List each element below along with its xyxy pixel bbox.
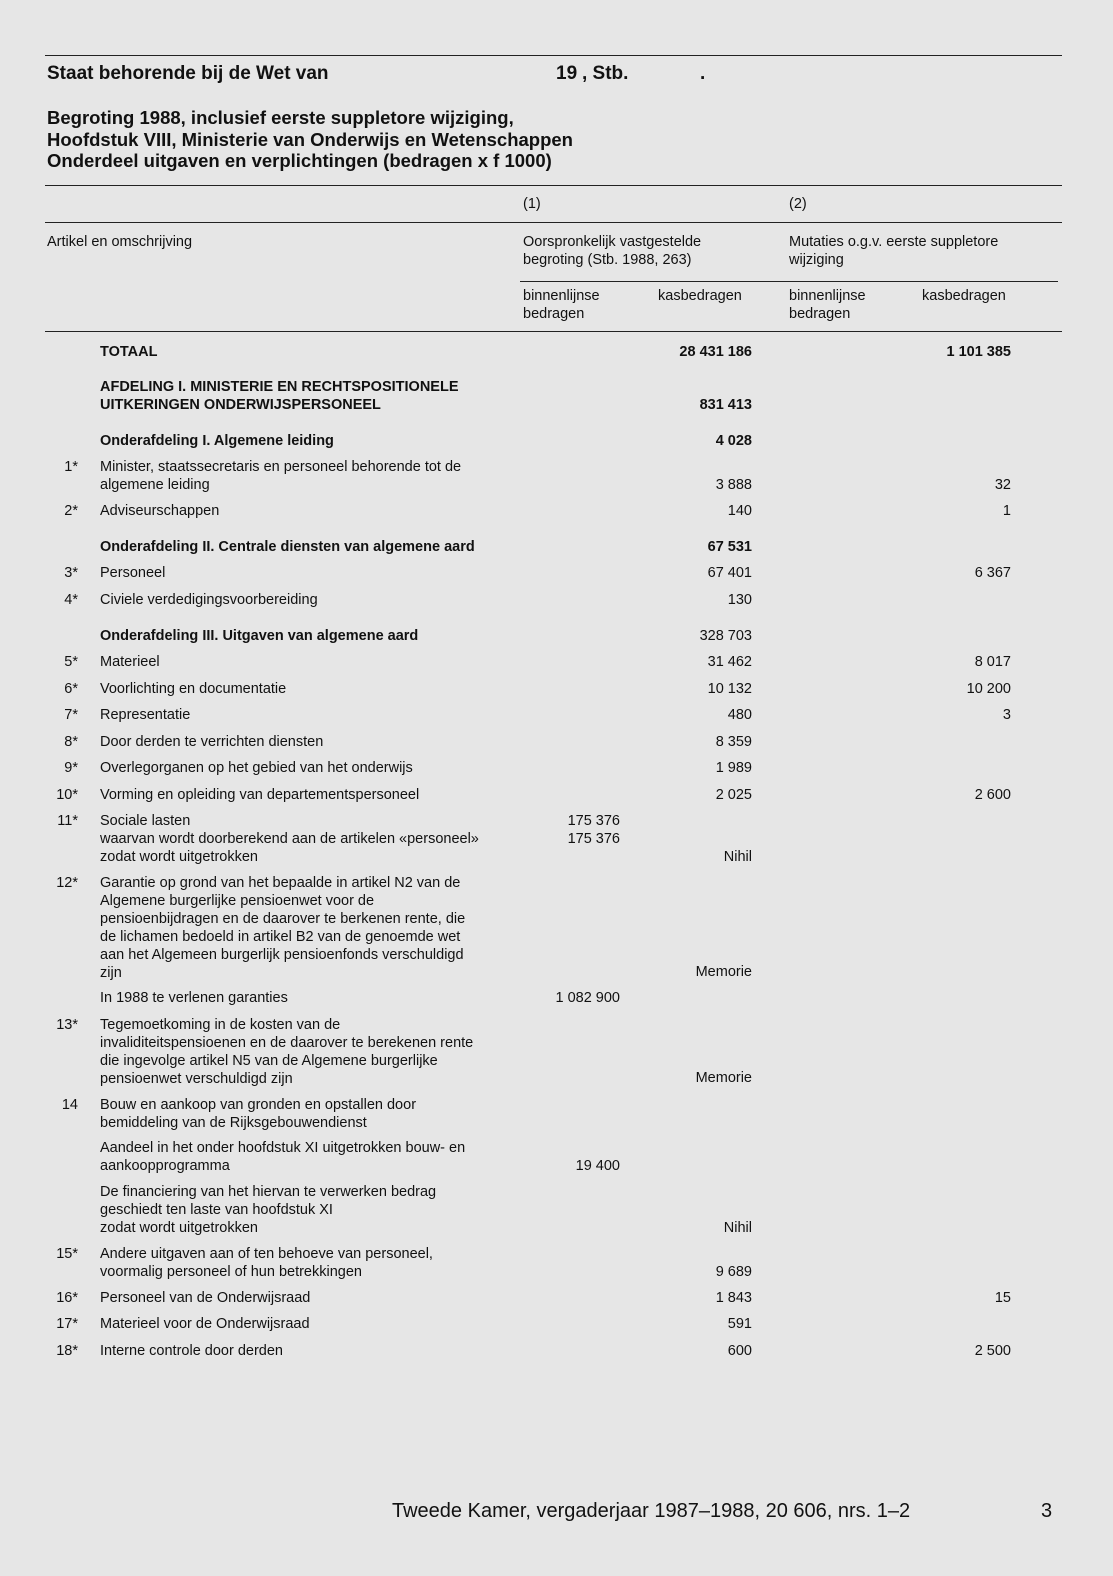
col2-kasbedragen-header: kasbedragen xyxy=(922,288,1006,304)
article-description: AFDELING I. MINISTERIE EN RECHTSPOSITIONELE UITKERINGEN ONDERWIJSPERSONEEL xyxy=(100,379,459,413)
col1-kasbedragen-value: Nihil xyxy=(723,1220,752,1236)
article-description: Civiele verdedigingsvoorbereiding xyxy=(100,592,318,608)
col2-kasbedragen-value: 2 600 xyxy=(974,787,1011,803)
article-number: 12* xyxy=(56,875,78,891)
col1-kasbedragen-value: 4 028 xyxy=(715,433,752,449)
rule-col-titles xyxy=(520,281,1058,282)
article-number: 4* xyxy=(64,592,78,608)
col1-kasbedragen-value: Memorie xyxy=(695,1070,752,1086)
article-number: 8* xyxy=(64,734,78,750)
article-description: Minister, staatssecretaris en personeel behorende tot de algemene leiding xyxy=(100,459,462,493)
col1-kasbedragen-value: 591 xyxy=(727,1316,752,1332)
col1-binnenlijnse-value: 1 082 900 xyxy=(555,990,620,1006)
rule-after-title xyxy=(45,185,1062,186)
article-number: 5* xyxy=(64,654,78,670)
col1-kasbedragen-value: 831 413 xyxy=(699,397,752,413)
article-description: Andere uitgaven aan of ten behoeve van personeel, voormalig personeel of hun betrekkingen xyxy=(100,1246,433,1280)
title-line-3: Onderdeel uitgaven en verplichtingen (bedragen x f 1000) xyxy=(47,150,552,171)
col1-kasbedragen-value: 67 531 xyxy=(707,539,752,555)
article-number: 11* xyxy=(57,813,78,829)
col1-kasbedragen-value: 28 431 186 xyxy=(679,344,752,360)
col2-kasbedragen-value: 32 xyxy=(994,477,1011,493)
article-column-label: Artikel en omschrijving xyxy=(47,234,193,250)
title-line-1: Begroting 1988, inclusief eerste suppletore wijziging, xyxy=(47,107,514,128)
col2-kasbedragen-value: 10 200 xyxy=(966,681,1011,697)
article-description: Onderafdeling III. Uitgaven van algemene aard xyxy=(100,628,419,644)
article-description: De financiering van het hiervan te verwerken bedrag geschiedt ten laste van hoofdstuk XI zodat wordt uitgetrokken xyxy=(100,1184,437,1236)
column-2-title: Mutaties o.g.v. eerste suppletore wijziging xyxy=(789,234,999,268)
article-description: Garantie op grond van het bepaalde in artikel N2 van de Algemene burgerlijke pensioenwet voor de pensioenbijdragen en de daarover te berkenen rente, die de lichamen bedoeld in artikel B2 van de genoemde wet aan het Algemeen burgerlijk pensioenfonds verschuldigd zijn xyxy=(100,875,466,981)
column-1-title: Oorspronkelijk vastgestelde begroting (Stb. 1988, 263) xyxy=(523,234,702,268)
col2-kasbedragen-value: 1 101 385 xyxy=(946,344,1011,360)
article-description: Onderafdeling II. Centrale diensten van algemene aard xyxy=(100,539,475,555)
article-description: Overlegorganen op het gebied van het onderwijs xyxy=(100,760,413,776)
col1-kasbedragen-value: 480 xyxy=(727,707,752,723)
column-2-number: (2) xyxy=(789,196,807,212)
col1-kasbedragen-header: kasbedragen xyxy=(658,288,742,304)
article-description: Door derden te verrichten diensten xyxy=(100,734,324,750)
col1-binnenlijnse-value: 19 400 xyxy=(575,1158,620,1174)
document-title xyxy=(47,107,573,172)
article-description: Onderafdeling I. Algemene leiding xyxy=(100,433,334,449)
col1-kasbedragen-value: 600 xyxy=(727,1343,752,1359)
statute-line-label: Staat behorende bij de Wet van xyxy=(47,63,329,84)
col2-kasbedragen-value: 2 500 xyxy=(974,1343,1011,1359)
col2-kasbedragen-value: 6 367 xyxy=(974,565,1011,581)
article-number: 9* xyxy=(64,760,78,776)
title-line-2: Hoofdstuk VIII, Ministerie van Onderwijs en Wetenschappen xyxy=(47,128,573,150)
col1-kasbedragen-value: 2 025 xyxy=(715,787,752,803)
article-number: 13* xyxy=(56,1017,78,1033)
article-description: Personeel van de Onderwijsraad xyxy=(100,1290,311,1306)
article-number: 7* xyxy=(64,707,78,723)
col1-kasbedragen-value: 9 689 xyxy=(715,1264,752,1280)
article-description: Materieel voor de Onderwijsraad xyxy=(100,1316,310,1332)
article-description: Materieel xyxy=(100,654,160,670)
col1-kasbedragen-value: 67 401 xyxy=(707,565,752,581)
article-number: 17* xyxy=(56,1316,78,1332)
rule-after-col-numbers xyxy=(45,222,1062,223)
article-description: Interne controle door derden xyxy=(100,1343,283,1359)
statute-line-dot: . xyxy=(700,63,706,84)
article-description: Voorlichting en documentatie xyxy=(100,681,287,697)
article-number: 1* xyxy=(64,459,78,475)
article-number: 6* xyxy=(64,681,78,697)
col2-kasbedragen-value: 3 xyxy=(1002,707,1011,723)
column-1-number: (1) xyxy=(523,196,541,212)
article-description: Tegemoetkoming in de kosten van de invaliditeitspensioenen en de daarover te berekenen rente die ingevolge artikel N5 van de Algemene burgerlijke pensioenwet verschuldigd zijn xyxy=(100,1017,474,1087)
article-description: In 1988 te verlenen garanties xyxy=(100,990,288,1006)
col1-kasbedragen-value: 10 132 xyxy=(707,681,752,697)
col1-kasbedragen-value: Memorie xyxy=(695,964,752,980)
article-number: 14 xyxy=(61,1097,78,1113)
col2-binnenlijnse-header: binnenlijnse bedragen xyxy=(789,288,866,322)
col1-kasbedragen-value: 8 359 xyxy=(715,734,752,750)
col1-kasbedragen-value: 1 989 xyxy=(715,760,752,776)
article-description: Bouw en aankoop van gronden en opstallen door bemiddeling van de Rijksgebouwendienst xyxy=(100,1097,417,1131)
top-rule xyxy=(45,55,1062,56)
article-description: Sociale lasten waarvan wordt doorberekend aan de artikelen «personeel» zodat wordt uitgetrokken xyxy=(100,813,479,865)
article-number: 3* xyxy=(64,565,78,581)
article-number: 18* xyxy=(56,1343,78,1359)
statute-line-year: 19 xyxy=(556,63,578,84)
article-description: Representatie xyxy=(100,707,191,723)
article-description: Adviseurschappen xyxy=(100,503,220,519)
col1-binnenlijnse-value: 175 376 175 376 xyxy=(567,813,620,847)
article-number: 15* xyxy=(56,1246,78,1262)
col2-kasbedragen-value: 1 xyxy=(1002,503,1011,519)
col2-kasbedragen-value: 15 xyxy=(994,1290,1011,1306)
col1-kasbedragen-value: 140 xyxy=(727,503,752,519)
col1-kasbedragen-value: Nihil xyxy=(723,849,752,865)
page-number: 3 xyxy=(1041,1500,1053,1522)
article-description: TOTAAL xyxy=(100,344,158,360)
article-number: 16* xyxy=(56,1290,78,1306)
col2-kasbedragen-value: 8 017 xyxy=(974,654,1011,670)
article-description: Personeel xyxy=(100,565,166,581)
col1-binnenlijnse-header: binnenlijnse bedragen xyxy=(523,288,600,322)
col1-kasbedragen-value: 1 843 xyxy=(715,1290,752,1306)
footer-citation: Tweede Kamer, vergaderjaar 1987–1988, 20 606, nrs. 1–2 xyxy=(392,1500,911,1522)
article-description: Aandeel in het onder hoofdstuk XI uitgetrokken bouw- en aankoopprogramma xyxy=(100,1140,466,1174)
col1-kasbedragen-value: 31 462 xyxy=(707,654,752,670)
col1-kasbedragen-value: 130 xyxy=(727,592,752,608)
col1-kasbedragen-value: 328 703 xyxy=(699,628,752,644)
statute-line-stb: , Stb. xyxy=(582,63,629,84)
article-number: 10* xyxy=(56,787,78,803)
col1-kasbedragen-value: 3 888 xyxy=(715,477,752,493)
rule-after-header xyxy=(45,331,1062,332)
article-number: 2* xyxy=(64,503,78,519)
article-description: Vorming en opleiding van departementspersoneel xyxy=(100,787,420,803)
